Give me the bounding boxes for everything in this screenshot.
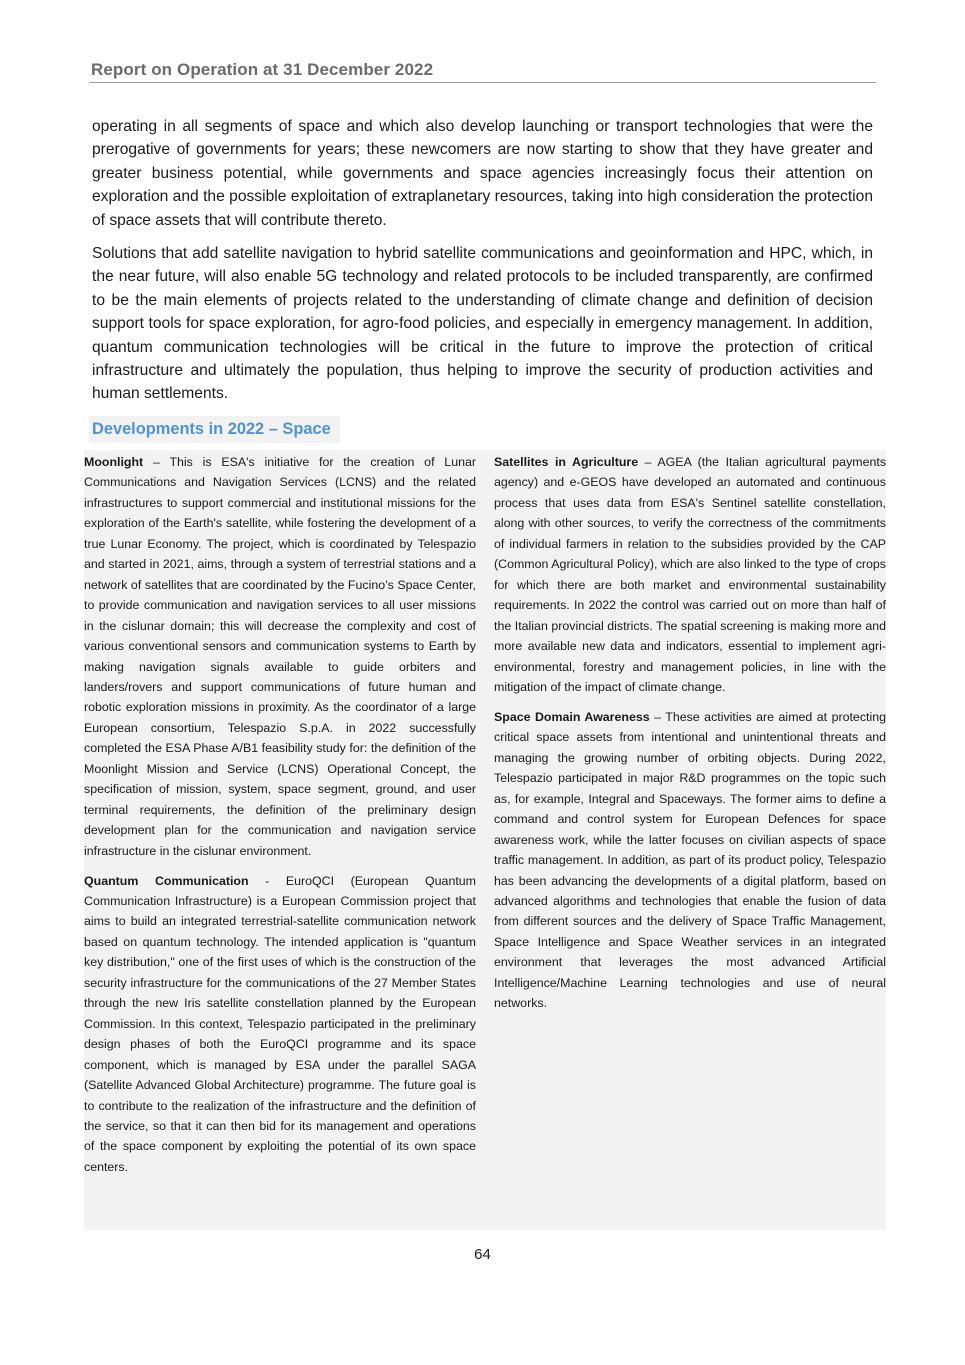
article-body: EuroQCI (European Quantum Communication Infrastructure) is a European Commission project that aims to build an integrated terrestrial-satellite communication network based on quantum technology. The intended application is "quantum key distribution," one of the first uses of which is the construction of the security infrastructure for the communications of the 27 Member States through the new Iris satellite constellation planned by the European Commission. In this context, Telespazio participated in the preliminary design phases of both the EuroQCI programme and its space component, which is managed by ESA under the parallel SAGA (Satellite Advanced Global Architecture) programme. The future goal is to contribute to the realization of the infrastructure and the definition of the service, so that it can then bid for its management and operations of the space component by exploiting the potential of its own space centers.	[84, 873, 476, 1174]
right-column	[494, 452, 886, 1023]
article-body: AGEA (the Italian agricultural payments agency) and e-GEOS have developed an automated and continuous process that uses data from ESA's Sentinel satellite constellation, along with other sources, to verify the correctness of the commitments of individual farmers in relation to the subsidies provided by the CAP (Common Agricultural Policy), which are also linked to the type of crops for which there are both market and environmental sustainability requirements. In 2022 the control was carried out on more than half of the Italian provincial districts. The spatial screening is making more and more available new data and indicators, essential to implement agri-environmental, forestry and management policies, in line with the mitigation of the impact of climate change.	[494, 455, 887, 694]
page-number: 64	[474, 1246, 491, 1263]
heading-separator: –	[649, 709, 666, 724]
intro-paragraph: operating in all segments of space and which also develop launching or transport technologies that were the prerogative of governments for years; these newcomers are now starting to show that they have greater and greater business potential, while governments and space agencies increasingly focus their attention on exploration and the possible exploitation of extraplanetary resources, taking into high consideration the protection of space assets that will contribute thereto.	[92, 118, 873, 229]
intro-paragraph: Solutions that add satellite navigation to hybrid satellite communications and geoinformation and HPC, which, in the near future, will also enable 5G technology and related protocols to be included transparently, are confirmed to be the main elements of projects related to the understanding of climate change and definition of decision support tools for space exploration, for agro-food policies, and especially in emergency management. In addition, quantum communication technologies will be critical in the future to improve the protection of critical infrastructure and ultimately the population, thus helping to improve the security of production activities and human settlements.	[92, 245, 873, 403]
article-body: This is ESA's initiative for the creation of Lunar Communications and Navigation Services (LCNS) and the related infrastructures to support commercial and institutional missions for the exploration of the Earth's satellite, while fostering the development of a true Lunar Economy. The project, which is coordinated by Telespazio and started in 2021, aims, through a system of terrestrial stations and a network of satellites that are coordinated by the Fucino’s Space Center, to provide communication and navigation services to all user missions in the cislunar domain; this will decrease the complexity and cost of various conventional sensors and communication systems to Earth by making navigation signals available to guide orbiters and landers/rovers and support communications of future human and robotic exploration missions in proximity. As the coordinator of a large European consortium, Telespazio S.p.A. in 2022 successfully completed the ESA Phase A/B1 feasibility study for: the definition of the Moonlight Mission and Service (LCNS) Operational Concept, the specification of mission, system, space segment, ground, and user terminal requirements, the definition of the preliminary design development plan for the communication and navigation service infrastructure in the cislunar environment.	[84, 455, 476, 858]
header-divider	[89, 82, 876, 83]
article-heading: Satellites in Agriculture	[494, 455, 639, 469]
heading-separator: -	[248, 873, 286, 888]
heading-separator: –	[143, 455, 170, 469]
section-title: Developments in 2022 – Space	[89, 416, 340, 443]
article-quantum-communication	[84, 871, 476, 1178]
article-heading: Moonlight	[84, 455, 144, 469]
intro-text	[92, 115, 873, 416]
article-body: These activities are aimed at protecting critical space assets from intentional and unintentional threats and managing the growing number of orbiting objects. During 2022, Telespazio participated in major R&D programmes on the topic such as, for example, Integral and Spaceways. The former aims to define a command and control system for European Defences for space awareness work, while the latter focuses on civilian aspects of space traffic management. In addition, as part of its product policy, Telespazio has been advancing the developments of a digital platform, based on advanced algorithms and technologies that enable the fusion of data from different sources and the delivery of Space Traffic Management, Space Intelligence and Space Weather services in an integrated environment that leverages the most advanced Artificial Intelligence/Machine Learning technologies and use of neural networks.	[494, 709, 886, 1011]
article-heading: Space Domain Awareness	[494, 709, 650, 724]
article-heading: Quantum Communication	[84, 873, 249, 888]
report-header-title: Report on Operation at 31 December 2022	[91, 60, 434, 79]
article-satellites-in-agriculture	[494, 452, 886, 697]
article-space-domain-awareness	[494, 707, 886, 1014]
heading-separator: –	[638, 455, 658, 469]
article-moonlight	[84, 452, 476, 861]
left-column	[84, 452, 476, 1187]
